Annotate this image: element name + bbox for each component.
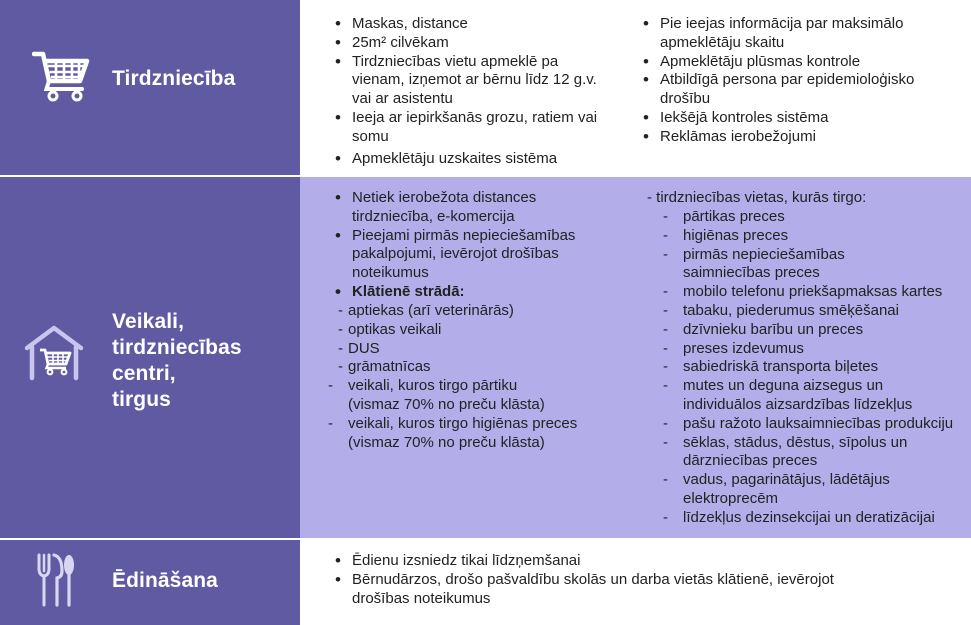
row-title: Ēdināšana — [112, 569, 218, 592]
list-item: - līdzekļus dezinsekcijai un deratizācijai — [663, 508, 935, 526]
list-item: - DUS — [338, 339, 380, 357]
list-item: • Apmeklētāju uzskaites sistēma — [332, 150, 604, 169]
cutlery-icon — [36, 553, 76, 608]
list-item: - grāmatnīcas — [338, 358, 431, 376]
store-cart-icon — [24, 323, 84, 381]
bullet-list-left — [332, 189, 622, 302]
list-item: - mutes un deguna aizsegus un individuālos aizsardzības līdzekļus — [663, 377, 913, 413]
list-item: • Bērnudārzos, drošo pašvaldību skolās un darba vietās klātienē, ievērojot drošības noteikumus — [332, 571, 892, 609]
row-title: Tirdzniecība — [112, 67, 236, 90]
list-item: - higiēnas preces — [663, 226, 789, 244]
list-item: - preses izdevumus — [663, 339, 804, 357]
list-item: - veikali, kuros tirgo pārtiku (vismaz 70% no preču klāsta) — [328, 377, 545, 413]
row-header — [0, 0, 300, 175]
list-item: - optikas veikali — [338, 320, 442, 338]
list-item: - tabaku, piederumus smēķēšanai — [663, 301, 899, 319]
dash-list-left — [328, 302, 622, 452]
list-item: • Apmeklētāju plūsmas kontrole — [640, 53, 940, 72]
row-title: Veikali, tirdzniecības centri, tirgus — [112, 310, 242, 411]
bullet-list — [332, 552, 892, 608]
row-tirdznieciba — [0, 0, 971, 175]
list-item: • Ēdienu izsniedz tikai līdzņemšanai — [332, 552, 892, 571]
list-item: - pārtikas preces — [663, 208, 785, 225]
list-item: - veikali, kuros tirgo higiēnas preces (vismaz 70% no preču klāsta) — [328, 414, 578, 451]
list-item: • Netiek ierobežota distances tirdzniecība, e-komercija — [332, 189, 592, 227]
list-item: • Tirdzniecības vietu apmeklē pa vienam, izņemot ar bērnu līdz 12 g.v. vai ar asistentu — [332, 53, 604, 109]
list-item: • Ieeja ar iepirkšanās grozu, ratiem vai somu — [332, 109, 604, 147]
list-item: - aptiekas (arī veterinārās) — [338, 302, 514, 319]
list-item: - mobilo telefonu priekšapmaksas kartes — [663, 283, 943, 301]
shopping-cart-icon — [32, 50, 90, 102]
list-item: - pirmās nepieciešamības saimniecības preces — [663, 245, 845, 282]
list-item: • Maskas, distance — [332, 15, 604, 34]
dash-list-right — [647, 208, 971, 528]
list-item: • Iekšējā kontroles sistēma — [640, 109, 940, 128]
row-content — [300, 0, 971, 175]
row-header — [0, 177, 300, 538]
list-item: • Klātienē strādā: — [332, 283, 622, 302]
list-item: • Atbildīgā persona par epidemioloģisko drošību — [640, 71, 940, 109]
row-content — [300, 540, 971, 625]
row-content — [300, 177, 971, 538]
shops-heading: - tirdzniecības vietas, kurās tirgo: — [647, 189, 867, 206]
row-veikali — [0, 177, 971, 538]
list-item: - sabiedriskā transporta biļetes — [663, 358, 879, 376]
list-item: • Pie ieejas informācija par maksimālo apmeklētāju skaitu — [640, 15, 940, 53]
list-item: • Reklāmas ierobežojumi — [640, 128, 940, 147]
list-item: - vadus, pagarinātājus, lādētājus elektroprecēm — [663, 471, 890, 507]
list-item: • 25m² cilvēkam — [332, 34, 604, 53]
list-item: • Pieejami pirmās nepieciešamības pakalpojumi, ievērojot drošības noteikumus — [332, 227, 592, 283]
row-edinasana — [0, 540, 971, 625]
row-header — [0, 540, 300, 625]
list-item: - pašu ražoto lauksaimniecības produkciju — [663, 414, 954, 432]
list-item: - sēklas, stādus, dēstus, sīpolus un dārzniecības preces — [663, 433, 908, 470]
bullet-list-left — [332, 15, 604, 168]
bullet-list-right — [640, 15, 940, 147]
list-item: - dzīvnieku barību un preces — [663, 320, 864, 338]
